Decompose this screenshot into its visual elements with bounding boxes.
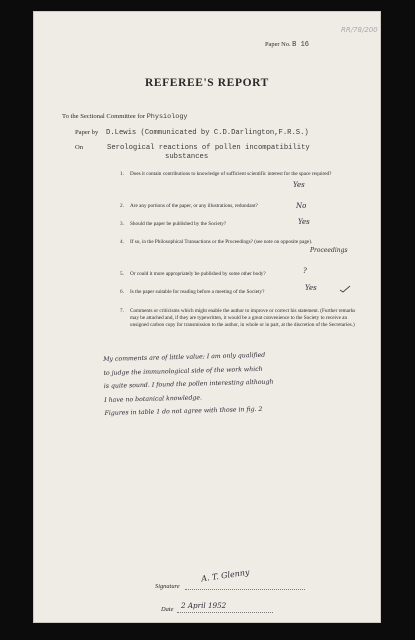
- comment-line-5: Figures in table 1 do not agree with those in fig. 2: [104, 405, 263, 417]
- question-1: 1. Does it contain contributions to knowledge of sufficient scientific interest for the space required?: [120, 171, 332, 177]
- paper-by-row: [75, 129, 309, 137]
- answer-2: No: [296, 202, 307, 210]
- comment-line-2: to judge the immunological side of the work which: [103, 365, 263, 377]
- archive-reference: RR/78/200: [341, 26, 378, 34]
- signature-label: Signature: [155, 583, 180, 590]
- answer-3: Yes: [298, 218, 310, 226]
- paper-title-line2: substances: [165, 153, 209, 161]
- comment-line-3: is quite sound. I found the pollen interesting although: [103, 378, 274, 390]
- question-4: 4. If so, in the Philosophical Transactions or the Proceedings? (see note on opposite page).: [120, 239, 313, 245]
- comment-line-1: My comments are of little value; I am only qualified: [103, 351, 266, 363]
- check-mark-icon: [339, 285, 351, 293]
- question-3: 3. Should the paper be published by the Society?: [120, 221, 227, 227]
- committee-section: Physiology: [146, 113, 188, 121]
- report-sheet: [33, 11, 381, 623]
- question-5: 5. Or could it more appropriately be published by some other body?: [120, 271, 266, 277]
- paper-number: [265, 41, 309, 49]
- paper-on-label: On: [75, 144, 84, 151]
- paper-by-value: D.Lewis (Communicated by C.D.Darlington,F.R.S.): [106, 129, 309, 137]
- date-value: 2 April 1952: [181, 601, 227, 610]
- answer-1: Yes: [293, 181, 305, 189]
- question-2: 2. Are any portions of the paper, or any illustrations, redundant?: [120, 203, 258, 209]
- paper-title: [107, 144, 310, 162]
- question-7: 7. Comments or criticisms which might enable the author to improve or correct his statement. (Further remarks may be attached and, if they are typewritten, it would be a great convenience to the Society to receive an unsigned carbon copy for transmission to the author, in whole or in part, at the discretion of the Secretaries.): [120, 308, 356, 329]
- signature-line: [185, 589, 305, 590]
- paper-number-value: B 16: [292, 41, 309, 49]
- paper-number-label: Paper No.: [265, 41, 291, 48]
- paper-title-line1: Serological reactions of pollen incompatibility: [107, 144, 310, 152]
- date-line: [177, 612, 273, 613]
- page-title: REFEREE'S REPORT: [145, 77, 269, 89]
- answer-4: Proceedings: [310, 247, 348, 254]
- referee-comments: [103, 349, 274, 421]
- comment-line-4: I have no botanical knowledge.: [104, 393, 203, 404]
- committee-label: To the Sectional Committee for: [62, 113, 146, 120]
- answer-6: Yes: [305, 284, 317, 292]
- answer-5: ?: [303, 267, 307, 275]
- question-6: 6. Is the paper suitable for reading before a meeting of the Society?: [120, 289, 265, 295]
- date-label: Date: [161, 606, 174, 613]
- committee-row: [62, 113, 188, 121]
- paper-by-label: Paper by: [75, 129, 99, 136]
- signature: A. T. Glenny: [200, 567, 251, 584]
